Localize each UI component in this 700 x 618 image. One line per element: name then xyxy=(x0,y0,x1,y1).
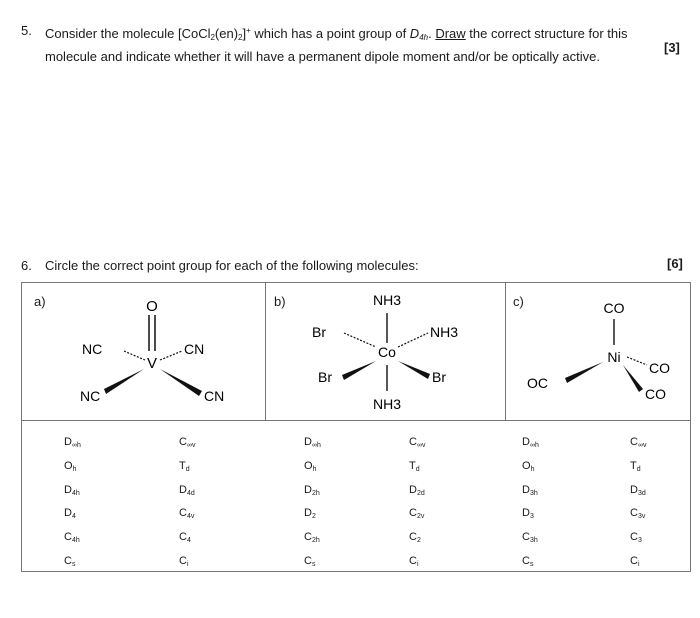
ligand-nh3-top: NH3 xyxy=(372,292,402,308)
point-group-option[interactable]: $C_s$ xyxy=(522,555,534,568)
wedge-bond-left xyxy=(565,362,603,383)
point-group-option[interactable]: $C_{\infty v}$ xyxy=(409,436,426,449)
point-group-option[interactable]: $C_{3h}$ xyxy=(522,531,538,545)
molecule-c-label: c) xyxy=(513,294,524,309)
point-group-option[interactable]: $D_{4h}$ xyxy=(64,483,80,497)
ligand-cn-upper: CN xyxy=(184,341,205,357)
atom-v: V xyxy=(146,355,158,372)
point-group-option[interactable]: $C_3$ xyxy=(630,531,642,545)
ligand-br-right: Br xyxy=(432,369,446,385)
point-group-option[interactable]: $C_{4h}$ xyxy=(64,531,80,545)
wedge-bond-left xyxy=(104,369,144,394)
point-group-option[interactable]: $C_s$ xyxy=(304,555,316,568)
ligand-oc-left: OC xyxy=(527,375,548,391)
point-group-option[interactable]: $D_{\infty h}$ xyxy=(304,436,321,449)
point-group-option[interactable]: $T_d$ xyxy=(179,459,190,473)
question-number: 6. xyxy=(21,258,32,273)
point-group-option[interactable]: $C_4$ xyxy=(179,531,191,545)
point-group-option[interactable]: $C_i$ xyxy=(630,555,640,568)
point-group-option[interactable]: $T_d$ xyxy=(409,459,420,473)
wedge-bond-lower-right xyxy=(623,365,643,392)
point-group-option[interactable]: $D_{3d}$ xyxy=(630,483,646,497)
molecule-c-structure xyxy=(517,289,689,419)
point-group-option[interactable]: $C_{2h}$ xyxy=(304,531,320,545)
question-number: 5. xyxy=(21,23,32,38)
point-group-option[interactable]: $D_2$ xyxy=(304,507,316,521)
molecule-b-label: b) xyxy=(274,294,286,309)
point-group-option[interactable]: $C_{\infty v}$ xyxy=(630,436,647,449)
point-group-option[interactable]: $C_2$ xyxy=(409,531,421,545)
molecule-a-label: a) xyxy=(34,294,46,309)
atom-o: O xyxy=(146,298,158,315)
point-group-table xyxy=(21,282,691,572)
atom-co: Co xyxy=(378,344,396,360)
ligand-cn-lower: CN xyxy=(204,388,225,404)
point-group-option[interactable]: $D_{\infty h}$ xyxy=(64,436,81,449)
point-group-option[interactable]: $C_{2v}$ xyxy=(409,507,425,521)
point-group-option[interactable]: $C_s$ xyxy=(64,555,76,568)
point-group-option[interactable]: $D_{3h}$ xyxy=(522,483,538,497)
point-group-option[interactable]: $D_4$ xyxy=(64,507,76,521)
ligand-nc-lower: NC xyxy=(80,388,101,404)
point-group-option[interactable]: $D_{2d}$ xyxy=(409,483,425,497)
point-group-option[interactable]: $T_d$ xyxy=(630,459,641,473)
point-group-option[interactable]: $C_i$ xyxy=(409,555,419,568)
point-group-option[interactable]: $D_{4d}$ xyxy=(179,483,195,497)
ligand-co-right: CO xyxy=(649,360,670,376)
wedge-bond-left xyxy=(342,361,376,380)
atom-ni: Ni xyxy=(607,349,621,365)
question-5-line-1: Consider the molecule $[CoCl_2(en)_2]^+$ which has a point group of $D_{4h}$. Draw the correct structure for this xyxy=(45,26,628,42)
ligand-br-lower: Br xyxy=(318,369,332,385)
question-5-marks: [3] xyxy=(664,40,680,55)
point-group-option[interactable]: $D_3$ xyxy=(522,507,534,521)
question-text xyxy=(45,21,628,66)
wedge-bond-right xyxy=(398,361,430,379)
question-6-marks: [6] xyxy=(667,256,683,271)
point-group-option[interactable]: $O_h$ xyxy=(522,459,535,473)
ligand-br-upper: Br xyxy=(312,324,326,340)
wedge-bond-right xyxy=(160,369,202,396)
point-group-option[interactable]: $C_i$ xyxy=(179,555,189,568)
question-text: Circle the correct point group for each of the following molecules: xyxy=(45,258,419,273)
question-5-line-2: molecule and indicate whether it will have a permanent dipole moment and/or be optically active. xyxy=(45,49,600,64)
molecule-a-structure xyxy=(72,289,262,419)
point-group-option[interactable]: $C_{4v}$ xyxy=(179,507,195,521)
point-group-option[interactable]: $D_{\infty h}$ xyxy=(522,436,539,449)
point-group-option[interactable]: $C_{3v}$ xyxy=(630,507,646,521)
ligand-nh3-right: NH3 xyxy=(430,324,459,340)
point-group-option[interactable]: $D_{2h}$ xyxy=(304,483,320,497)
ligand-co-top: CO xyxy=(603,300,625,316)
ligand-nh3-bottom: NH3 xyxy=(372,396,402,412)
ligand-nc-upper: NC xyxy=(82,341,103,357)
molecule-b-structure xyxy=(302,285,502,419)
point-group-option[interactable]: $O_h$ xyxy=(64,459,77,473)
point-group-option[interactable]: $C_{\infty v}$ xyxy=(179,436,196,449)
point-group-option[interactable]: $O_h$ xyxy=(304,459,317,473)
ligand-co-lower: CO xyxy=(645,386,666,402)
